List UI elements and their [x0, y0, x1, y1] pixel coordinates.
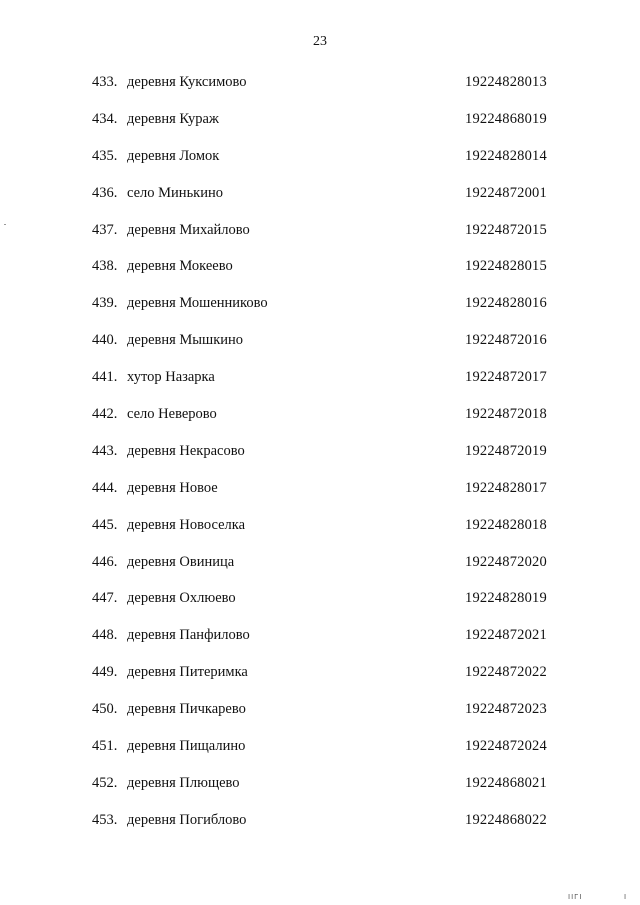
list-item [0, 625, 640, 662]
settlement-name: село Неверово [127, 406, 217, 423]
settlement-name: деревня Питеримка [127, 664, 248, 681]
list-item [0, 699, 640, 736]
settlement-name: деревня Куксимово [127, 74, 247, 90]
item-number: 450. [92, 701, 118, 718]
item-number: 446. [92, 553, 118, 570]
list-item [0, 441, 640, 478]
settlement-name: деревня Погиблово [127, 811, 247, 828]
oktmo-code: 19224872023 [465, 701, 547, 718]
list-item [0, 146, 640, 183]
list-item [0, 515, 640, 552]
list-item [0, 220, 640, 257]
oktmo-code: 19224872001 [465, 184, 547, 201]
item-number: 433. [92, 74, 118, 90]
oktmo-code: 19224868022 [465, 811, 547, 828]
oktmo-code: 19224868019 [465, 110, 547, 127]
oktmo-code: 19224828019 [465, 590, 547, 607]
item-number: 435. [92, 147, 118, 164]
list-item [0, 293, 640, 330]
item-number: 453. [92, 811, 118, 828]
list-item [0, 256, 640, 293]
oktmo-code: 19224872020 [465, 553, 547, 570]
settlement-name: деревня Панфилово [127, 627, 250, 644]
list-item [0, 810, 640, 847]
oktmo-code: 19224828018 [465, 516, 547, 533]
item-number: 441. [92, 369, 118, 386]
list-item [0, 662, 640, 699]
item-number: 452. [92, 774, 118, 791]
oktmo-code: 19224828015 [465, 258, 547, 275]
settlement-name: деревня Овиница [127, 553, 235, 570]
item-number: 449. [92, 664, 118, 681]
settlement-name: деревня Пичкарево [127, 701, 246, 718]
list-item [0, 330, 640, 367]
oktmo-code: 19224872018 [465, 406, 547, 423]
list-item [0, 478, 640, 515]
settlement-name: деревня Мошенниково [127, 295, 268, 312]
item-number: 438. [92, 258, 118, 275]
item-number: 440. [92, 332, 118, 349]
item-number: 434. [92, 110, 118, 127]
item-number: 448. [92, 627, 118, 644]
list-item [0, 552, 640, 589]
settlement-name: деревня Кураж [127, 110, 219, 127]
page-number: 23 [313, 34, 327, 49]
list-item [0, 109, 640, 146]
item-number: 445. [92, 516, 118, 533]
list-item [0, 736, 640, 773]
settlement-name: деревня Новое [127, 479, 218, 496]
list-item [0, 72, 640, 109]
oktmo-code: 19224868021 [465, 774, 547, 791]
settlement-name: деревня Ломок [127, 147, 220, 164]
settlement-name: деревня Плющево [127, 774, 240, 791]
oktmo-code: 19224828017 [465, 479, 547, 496]
item-number: 444. [92, 479, 118, 496]
item-number: 442. [92, 406, 118, 423]
oktmo-code: 19224828014 [465, 147, 547, 164]
oktmo-code: 19224828016 [465, 295, 547, 312]
footer-mark-right: І [624, 893, 628, 901]
list-item [0, 183, 640, 220]
oktmo-code: 19224872016 [465, 332, 547, 349]
item-number: 447. [92, 590, 118, 607]
settlement-name: деревня Пищалино [127, 738, 246, 755]
oktmo-code: 19224828013 [465, 74, 547, 90]
oktmo-code: 19224872024 [465, 738, 547, 755]
settlement-name: село Минькино [127, 184, 223, 201]
oktmo-code: 19224872017 [465, 369, 547, 386]
item-number: 436. [92, 184, 118, 201]
list-item [0, 773, 640, 810]
oktmo-code: 19224872022 [465, 664, 547, 681]
footer-mark-left: ІІГІ [568, 893, 583, 901]
list-item [0, 404, 640, 441]
settlement-list [0, 72, 640, 847]
settlement-name: хутор Назарка [127, 369, 215, 386]
settlement-name: деревня Некрасово [127, 442, 245, 459]
oktmo-code: 19224872015 [465, 221, 547, 238]
settlement-name: деревня Мокеево [127, 258, 233, 275]
settlement-name: деревня Охлюево [127, 590, 236, 607]
oktmo-code: 19224872019 [465, 442, 547, 459]
item-number: 437. [92, 221, 118, 238]
settlement-name: деревня Новоселка [127, 516, 246, 533]
item-number: 443. [92, 442, 118, 459]
item-number: 439. [92, 295, 118, 312]
list-item [0, 588, 640, 625]
list-item [0, 367, 640, 404]
settlement-name: деревня Мышкино [127, 332, 244, 349]
settlement-name: деревня Михайлово [127, 221, 250, 238]
item-number: 451. [92, 738, 118, 755]
oktmo-code: 19224872021 [465, 627, 547, 644]
